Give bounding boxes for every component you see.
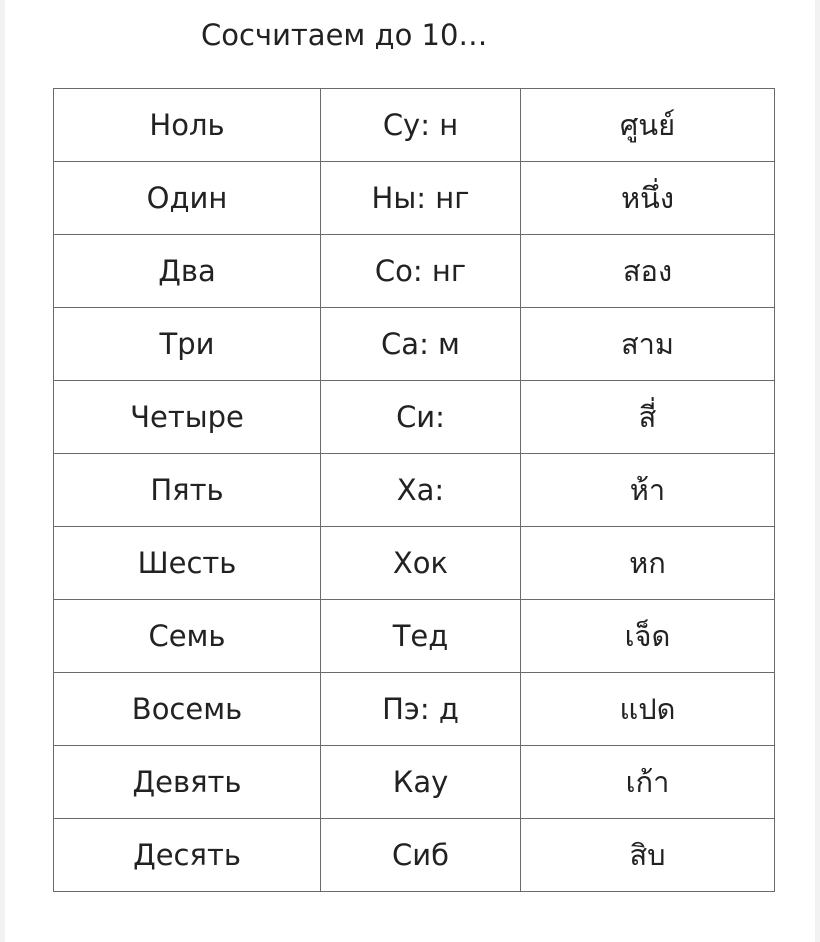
russian-word-cell: Семь xyxy=(54,600,321,673)
thai-word-cell: เก้า xyxy=(521,746,775,819)
transcription-cell: Ны: нг xyxy=(321,162,521,235)
thai-word-cell: สาม xyxy=(521,308,775,381)
thai-word-cell: สอง xyxy=(521,235,775,308)
transcription-cell: Хок xyxy=(321,527,521,600)
russian-word-cell: Восемь xyxy=(54,673,321,746)
transcription-cell: Су: н xyxy=(321,89,521,162)
transcription-cell: Ха: xyxy=(321,454,521,527)
table-row xyxy=(54,673,775,746)
numbers-table xyxy=(53,88,775,892)
table-row xyxy=(54,162,775,235)
russian-word-cell: Три xyxy=(54,308,321,381)
russian-word-cell: Девять xyxy=(54,746,321,819)
table-row xyxy=(54,819,775,892)
transcription-cell: Пэ: д xyxy=(321,673,521,746)
thai-word-cell: แปด xyxy=(521,673,775,746)
russian-word-cell: Четыре xyxy=(54,381,321,454)
table-row xyxy=(54,527,775,600)
thai-word-cell: สี่ xyxy=(521,381,775,454)
russian-word-cell: Пять xyxy=(54,454,321,527)
table-row xyxy=(54,235,775,308)
russian-word-cell: Один xyxy=(54,162,321,235)
page xyxy=(5,0,815,942)
thai-word-cell: สิบ xyxy=(521,819,775,892)
table-row xyxy=(54,89,775,162)
transcription-cell: Кау xyxy=(321,746,521,819)
thai-word-cell: ศูนย์ xyxy=(521,89,775,162)
russian-word-cell: Ноль xyxy=(54,89,321,162)
transcription-cell: Сиб xyxy=(321,819,521,892)
table-row xyxy=(54,600,775,673)
transcription-cell: Тед xyxy=(321,600,521,673)
table-row xyxy=(54,454,775,527)
table-row xyxy=(54,308,775,381)
thai-word-cell: เจ็ด xyxy=(521,600,775,673)
transcription-cell: Са: м xyxy=(321,308,521,381)
russian-word-cell: Два xyxy=(54,235,321,308)
thai-word-cell: หก xyxy=(521,527,775,600)
table-row xyxy=(54,381,775,454)
transcription-cell: Си: xyxy=(321,381,521,454)
transcription-cell: Со: нг xyxy=(321,235,521,308)
russian-word-cell: Шесть xyxy=(54,527,321,600)
thai-word-cell: ห้า xyxy=(521,454,775,527)
russian-word-cell: Десять xyxy=(54,819,321,892)
table-row xyxy=(54,746,775,819)
numbers-table-body xyxy=(54,89,775,892)
thai-word-cell: หนึ่ง xyxy=(521,162,775,235)
page-title: Сосчитаем до 10… xyxy=(201,18,488,52)
